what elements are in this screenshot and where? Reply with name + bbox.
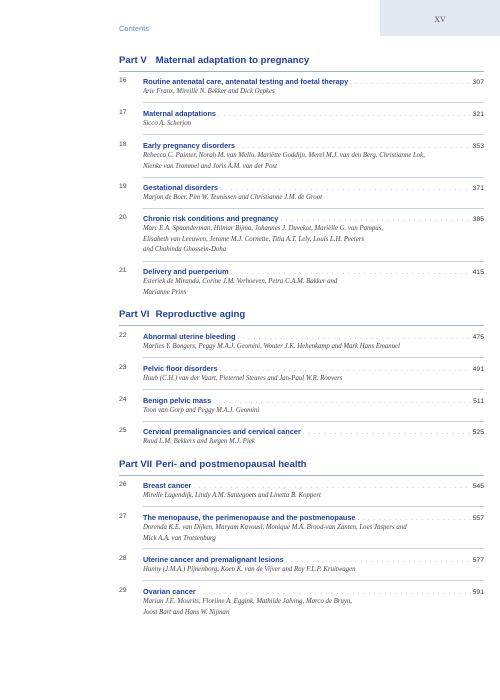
- part-number: Part V: [119, 55, 147, 66]
- chapter-title-link[interactable]: Maternal adaptations: [143, 109, 216, 118]
- chapter-title-link[interactable]: Benign pelvic mass: [143, 396, 212, 405]
- running-header: Contents: [119, 24, 150, 33]
- chapter-title-link[interactable]: Pelvic floor disorders: [143, 364, 218, 373]
- chapter-authors: Toon van Gorp and Peggy M.A.J. Geomini: [143, 407, 260, 414]
- chapter-authors: Sicco A. Scherjon: [143, 120, 192, 127]
- page-ref: 491: [472, 366, 484, 373]
- page-ref: 475: [472, 334, 484, 341]
- chapter-number: 27: [119, 513, 127, 520]
- chapter-number: 28: [119, 555, 127, 562]
- leader-dots: [280, 217, 470, 223]
- page-ref: 545: [472, 483, 484, 490]
- page-ref: 415: [472, 269, 484, 276]
- part-heading: [119, 55, 484, 72]
- entry-divider: [143, 506, 484, 507]
- part-number: Part VII: [119, 459, 153, 470]
- chapter-title-link[interactable]: Cervical premalignancies and cervical cancer: [143, 427, 301, 436]
- page-ref: 321: [472, 111, 484, 118]
- chapter-authors: Mirelle Lagendijk, Lindy A.M. Santegoets and Linetta B. Koppert: [143, 492, 321, 499]
- chapter-number: 26: [119, 481, 127, 488]
- leader-dots: [213, 399, 471, 405]
- chapter-title-link[interactable]: Abnormal uterine bleeding: [143, 332, 236, 341]
- chapter-number: 19: [119, 183, 127, 190]
- chapter-authors: Marc E.A. Spaanderman, Hilmar Bijma, Johannes J. Duvekot, Mariëlle G. van Pampus, Elisabeth van Leeuwen, Jerome M.J. Cornette, Titia A.T. Lely, Louis L.H. Peeters and Chahinda Ghossein-Doha: [143, 225, 384, 253]
- leader-dots: [220, 367, 471, 373]
- chapter-title-link[interactable]: Routine antenatal care, antenatal testing and foetal therapy: [143, 77, 349, 86]
- chapter-authors: Marian J.E. Mourits, Floriine A. Eggink, Mathilde Jalving, Marco de Bruyn, Joost Bart and Hans W. Nijman: [143, 598, 352, 616]
- entry-divider: [143, 102, 484, 103]
- chapter-number: 24: [119, 396, 127, 403]
- page-ref: 371: [472, 185, 484, 192]
- part-title: Peri- and postmenopausal health: [155, 459, 307, 470]
- leader-dots: [231, 270, 471, 276]
- part-title: Reproductive aging: [155, 309, 246, 320]
- chapter-number: 18: [119, 141, 127, 148]
- chapter-number: 17: [119, 109, 127, 116]
- chapter-authors: Rebecca C. Painter, Norah M. van Mello, Mariëtte Goddijn, Merel M.J. van den Berg, Christianne Lok, Nienke van Trommel and Joris A.M. van der Post: [143, 152, 425, 170]
- leader-dots: [193, 484, 470, 490]
- chapter-title-link[interactable]: Gestational disorders: [143, 183, 219, 192]
- chapter-title-link[interactable]: Breast cancer: [143, 481, 192, 490]
- part-heading: [119, 309, 484, 326]
- page-ref: 557: [472, 515, 484, 522]
- page-ref: 591: [472, 589, 484, 596]
- chapter-authors: Marjon de Boer, Pim W. Teunissen and Christianne J.M. de Groot: [143, 194, 322, 201]
- chapter-number: 25: [119, 427, 127, 434]
- entry-divider: [143, 261, 484, 262]
- entry-divider: [143, 580, 484, 581]
- page-ref: 511: [473, 398, 484, 405]
- chapter-title-link[interactable]: Uterine cancer and premalignant lesions: [143, 555, 284, 564]
- chapter-authors: Dorenda K.E. van Dijken, Maryam Kavousi, Monique M.A. Brood-van Zanten, Loes Jaspers and Mick A.A. van Trotsenburg: [143, 524, 407, 542]
- page-number-box: [380, 0, 500, 36]
- chapter-title-link[interactable]: Chronic risk conditions and pregnancy: [143, 214, 279, 223]
- leader-dots: [237, 335, 470, 341]
- part-number: Part VI: [119, 309, 150, 320]
- entry-divider: [143, 548, 484, 549]
- chapter-title-link[interactable]: The menopause, the perimenopause and the postmenopause: [143, 513, 356, 522]
- entry-divider: [143, 357, 484, 358]
- entry-divider: [143, 421, 484, 422]
- entry-divider: [143, 134, 484, 135]
- chapter-number: 22: [119, 332, 127, 339]
- leader-dots: [286, 558, 471, 564]
- chapter-number: 21: [119, 267, 127, 274]
- page-ref: 307: [472, 79, 484, 86]
- chapter-authors: Huub (C.H.) van der Vaart, Pieternel Steures and Jan-Paul W.R. Roovers: [143, 375, 343, 382]
- leader-dots: [220, 186, 471, 192]
- entry-divider: [143, 389, 484, 390]
- chapter-number: 16: [119, 77, 127, 84]
- chapter-authors: Hanny (J.M.A.) Pijnenborg, Koen K. van de Vijver and Roy F.L.P. Kruitwagen: [143, 566, 356, 573]
- page-ref: 525: [472, 429, 484, 436]
- page-ref: 353: [472, 143, 484, 150]
- entry-divider: [143, 208, 484, 209]
- chapter-title-link[interactable]: Early pregnancy disorders: [143, 141, 236, 150]
- leader-dots: [350, 80, 470, 86]
- leader-dots: [303, 430, 471, 436]
- leader-dots: [198, 590, 471, 596]
- leader-dots: [237, 144, 471, 150]
- chapter-authors: Marlies Y. Bongers, Peggy M.A.J. Geomini, Wouter J.K. Hehenkamp and Mark Hans Emanuel: [143, 343, 400, 350]
- chapter-title-link[interactable]: Ovarian cancer: [143, 587, 196, 596]
- leader-dots: [218, 112, 471, 118]
- chapter-authors: Esteriek de Miranda, Corine J.M. Verhoeven, Petra C.A.M. Bakker and Marianne Prins: [143, 278, 338, 296]
- page-ref: 577: [472, 557, 484, 564]
- chapter-authors: Ruud L.M. Bekkers and Jurgen M.J. Piek: [143, 438, 255, 445]
- entry-divider: [143, 177, 484, 178]
- leader-dots: [357, 516, 470, 522]
- chapter-number: 29: [119, 587, 127, 594]
- chapter-number: 20: [119, 214, 127, 221]
- chapter-authors: Arie Franx, Mireille N. Bekker and Dick Oepkes: [143, 88, 275, 95]
- part-heading: [119, 459, 484, 476]
- part-title: Maternal adaptation to pregnancy: [155, 55, 310, 66]
- page-number: XV: [434, 15, 446, 24]
- chapter-title-link[interactable]: Delivery and puerperium: [143, 267, 229, 276]
- page-ref: 385: [472, 216, 484, 223]
- chapter-number: 23: [119, 364, 127, 371]
